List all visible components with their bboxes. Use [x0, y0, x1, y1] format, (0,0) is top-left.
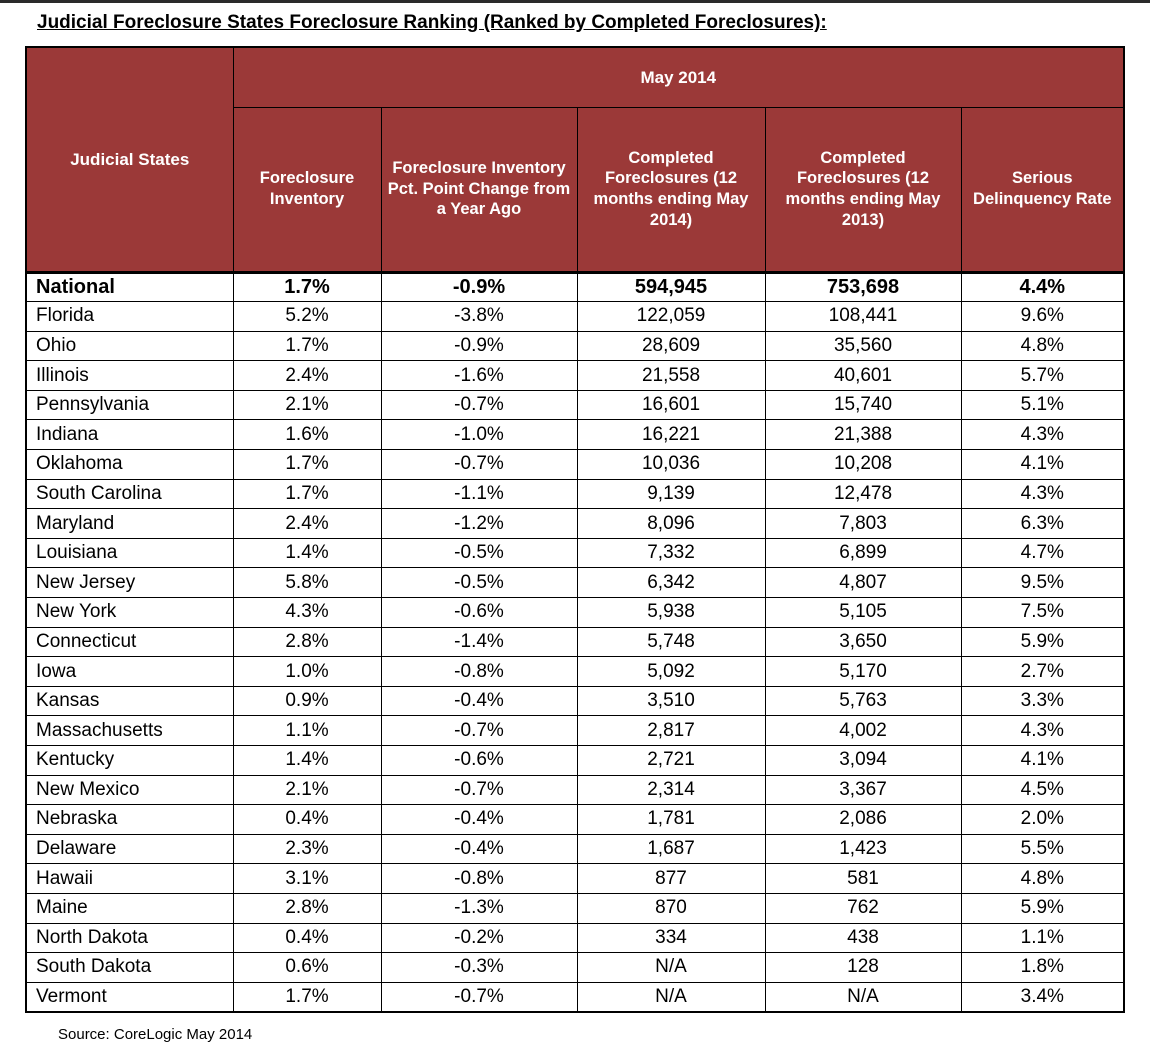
value-cell: 10,036 [577, 450, 765, 480]
state-name-cell: Maryland [26, 509, 233, 539]
value-cell: 1.4% [233, 538, 381, 568]
value-cell: N/A [765, 982, 961, 1012]
value-cell: 108,441 [765, 302, 961, 332]
state-name-cell: Massachusetts [26, 716, 233, 746]
value-cell: 6.3% [961, 509, 1124, 539]
value-cell: 1.1% [961, 923, 1124, 953]
source-note: Source: CoreLogic May 2014 [58, 1026, 253, 1043]
table-row [26, 509, 1124, 539]
value-cell: 2.7% [961, 657, 1124, 687]
value-cell: 40,601 [765, 361, 961, 391]
value-cell: 2.1% [233, 775, 381, 805]
state-name-cell: New Mexico [26, 775, 233, 805]
table-row [26, 420, 1124, 450]
table-row [26, 627, 1124, 657]
value-cell: -0.7% [381, 390, 577, 420]
value-cell: 35,560 [765, 331, 961, 361]
value-cell: 5,938 [577, 598, 765, 628]
table-row [26, 834, 1124, 864]
value-cell: 2.0% [961, 805, 1124, 835]
state-name-cell: New Jersey [26, 568, 233, 598]
value-cell: 0.6% [233, 953, 381, 983]
value-cell: 5.9% [961, 893, 1124, 923]
table-row [26, 716, 1124, 746]
column-header-foreclosure-inventory: Foreclosure Inventory [233, 107, 381, 272]
value-cell: -1.3% [381, 893, 577, 923]
value-cell: 2,314 [577, 775, 765, 805]
value-cell: 5,748 [577, 627, 765, 657]
value-cell: 0.4% [233, 923, 381, 953]
state-name-cell: South Dakota [26, 953, 233, 983]
value-cell: 581 [765, 864, 961, 894]
value-cell: 2.8% [233, 893, 381, 923]
value-cell: 877 [577, 864, 765, 894]
value-cell: 1.7% [233, 450, 381, 480]
table-row [26, 568, 1124, 598]
value-cell: 1.8% [961, 953, 1124, 983]
value-cell: -0.8% [381, 657, 577, 687]
value-cell: 1.7% [233, 479, 381, 509]
value-cell: 2.8% [233, 627, 381, 657]
value-cell: 0.4% [233, 805, 381, 835]
state-name-cell: Nebraska [26, 805, 233, 835]
value-cell: 5.9% [961, 627, 1124, 657]
column-header-inventory-pct-point-change: Foreclosure Inventory Pct. Point Change from a Year Ago [381, 107, 577, 272]
value-cell: -0.9% [381, 331, 577, 361]
page-title: Judicial Foreclosure States Foreclosure Ranking (Ranked by Completed Foreclosures): [37, 12, 827, 33]
value-cell: 5.7% [961, 361, 1124, 391]
value-cell: 7.5% [961, 598, 1124, 628]
table-row [26, 864, 1124, 894]
value-cell: 4,807 [765, 568, 961, 598]
value-cell: -1.4% [381, 627, 577, 657]
value-cell: 5.1% [961, 390, 1124, 420]
table-row [26, 302, 1124, 332]
value-cell: -0.5% [381, 538, 577, 568]
column-header-completed-foreclosures-2013: Completed Foreclosures (12 months ending May 2013) [765, 107, 961, 272]
state-name-cell: South Carolina [26, 479, 233, 509]
value-cell: -1.2% [381, 509, 577, 539]
table-row [26, 805, 1124, 835]
value-cell: 594,945 [577, 272, 765, 302]
value-cell: 1.4% [233, 746, 381, 776]
state-name-cell: Pennsylvania [26, 390, 233, 420]
value-cell: 5,170 [765, 657, 961, 687]
value-cell: 4.3% [961, 479, 1124, 509]
value-cell: 1,687 [577, 834, 765, 864]
state-name-cell: National [26, 272, 233, 302]
value-cell: 4.4% [961, 272, 1124, 302]
table-row [26, 450, 1124, 480]
value-cell: -0.8% [381, 864, 577, 894]
value-cell: 16,221 [577, 420, 765, 450]
state-name-cell: Connecticut [26, 627, 233, 657]
table-row [26, 657, 1124, 687]
value-cell: 1.6% [233, 420, 381, 450]
top-border-line [0, 0, 1150, 3]
value-cell: 15,740 [765, 390, 961, 420]
value-cell: 3,094 [765, 746, 961, 776]
value-cell: 1.7% [233, 272, 381, 302]
value-cell: 5.5% [961, 834, 1124, 864]
value-cell: 10,208 [765, 450, 961, 480]
value-cell: 122,059 [577, 302, 765, 332]
table-row [26, 893, 1124, 923]
table-body [26, 272, 1124, 1012]
value-cell: -0.4% [381, 686, 577, 716]
value-cell: 6,899 [765, 538, 961, 568]
value-cell: 2,817 [577, 716, 765, 746]
value-cell: N/A [577, 953, 765, 983]
table-row [26, 923, 1124, 953]
state-name-cell: Hawaii [26, 864, 233, 894]
state-name-cell: Vermont [26, 982, 233, 1012]
column-header-serious-delinquency-rate: Serious Delinquency Rate [961, 107, 1124, 272]
value-cell: 5,092 [577, 657, 765, 687]
table-row [26, 746, 1124, 776]
state-name-cell: Maine [26, 893, 233, 923]
table-row [26, 331, 1124, 361]
value-cell: -3.8% [381, 302, 577, 332]
value-cell: 753,698 [765, 272, 961, 302]
value-cell: -0.9% [381, 272, 577, 302]
value-cell: -0.4% [381, 805, 577, 835]
state-name-cell: Indiana [26, 420, 233, 450]
value-cell: 1,781 [577, 805, 765, 835]
table-row [26, 953, 1124, 983]
value-cell: 6,342 [577, 568, 765, 598]
value-cell: 28,609 [577, 331, 765, 361]
value-cell: 16,601 [577, 390, 765, 420]
value-cell: -0.5% [381, 568, 577, 598]
value-cell: -1.6% [381, 361, 577, 391]
value-cell: 21,388 [765, 420, 961, 450]
value-cell: 1,423 [765, 834, 961, 864]
value-cell: 2.4% [233, 509, 381, 539]
value-cell: -0.7% [381, 716, 577, 746]
state-name-cell: New York [26, 598, 233, 628]
value-cell: 1.7% [233, 982, 381, 1012]
state-name-cell: Delaware [26, 834, 233, 864]
value-cell: 9,139 [577, 479, 765, 509]
value-cell: -0.6% [381, 746, 577, 776]
value-cell: 334 [577, 923, 765, 953]
value-cell: 3,650 [765, 627, 961, 657]
table-header [26, 47, 1124, 272]
table-row [26, 598, 1124, 628]
value-cell: 8,096 [577, 509, 765, 539]
value-cell: 9.5% [961, 568, 1124, 598]
value-cell: 21,558 [577, 361, 765, 391]
value-cell: 5.2% [233, 302, 381, 332]
value-cell: 5.8% [233, 568, 381, 598]
state-name-cell: Louisiana [26, 538, 233, 568]
table-row [26, 686, 1124, 716]
span-header-may-2014: May 2014 [233, 47, 1124, 107]
state-name-cell: Illinois [26, 361, 233, 391]
value-cell: -0.6% [381, 598, 577, 628]
value-cell: 4.3% [233, 598, 381, 628]
value-cell: 3,367 [765, 775, 961, 805]
state-name-cell: North Dakota [26, 923, 233, 953]
value-cell: 4,002 [765, 716, 961, 746]
value-cell: 2.1% [233, 390, 381, 420]
table-row [26, 982, 1124, 1012]
state-name-cell: Oklahoma [26, 450, 233, 480]
state-name-cell: Kansas [26, 686, 233, 716]
value-cell: 5,763 [765, 686, 961, 716]
value-cell: 3,510 [577, 686, 765, 716]
value-cell: 4.1% [961, 746, 1124, 776]
value-cell: 4.3% [961, 716, 1124, 746]
value-cell: -0.4% [381, 834, 577, 864]
value-cell: 128 [765, 953, 961, 983]
value-cell: 9.6% [961, 302, 1124, 332]
value-cell: 2.3% [233, 834, 381, 864]
value-cell: 4.1% [961, 450, 1124, 480]
value-cell: -0.2% [381, 923, 577, 953]
value-cell: 4.8% [961, 864, 1124, 894]
value-cell: -0.3% [381, 953, 577, 983]
table-row [26, 361, 1124, 391]
foreclosure-ranking-table [25, 46, 1125, 1013]
value-cell: 12,478 [765, 479, 961, 509]
table-row [26, 479, 1124, 509]
value-cell: N/A [577, 982, 765, 1012]
value-cell: 4.7% [961, 538, 1124, 568]
state-name-cell: Kentucky [26, 746, 233, 776]
value-cell: -0.7% [381, 450, 577, 480]
column-header-completed-foreclosures-2014: Completed Foreclosures (12 months ending May 2014) [577, 107, 765, 272]
state-name-cell: Ohio [26, 331, 233, 361]
table-row [26, 390, 1124, 420]
table-row [26, 272, 1124, 302]
value-cell: -0.7% [381, 982, 577, 1012]
value-cell: 5,105 [765, 598, 961, 628]
value-cell: 4.3% [961, 420, 1124, 450]
value-cell: 1.0% [233, 657, 381, 687]
value-cell: 870 [577, 893, 765, 923]
value-cell: 7,803 [765, 509, 961, 539]
value-cell: 1.7% [233, 331, 381, 361]
value-cell: 4.8% [961, 331, 1124, 361]
state-name-cell: Florida [26, 302, 233, 332]
value-cell: -0.7% [381, 775, 577, 805]
value-cell: -1.1% [381, 479, 577, 509]
value-cell: 4.5% [961, 775, 1124, 805]
state-name-cell: Iowa [26, 657, 233, 687]
table-row [26, 538, 1124, 568]
value-cell: 0.9% [233, 686, 381, 716]
value-cell: 2,721 [577, 746, 765, 776]
value-cell: 7,332 [577, 538, 765, 568]
value-cell: 2.4% [233, 361, 381, 391]
column-header-judicial-states: Judicial States [26, 47, 233, 272]
value-cell: 1.1% [233, 716, 381, 746]
table-row [26, 775, 1124, 805]
value-cell: 762 [765, 893, 961, 923]
value-cell: 3.3% [961, 686, 1124, 716]
value-cell: 2,086 [765, 805, 961, 835]
value-cell: 438 [765, 923, 961, 953]
value-cell: 3.1% [233, 864, 381, 894]
value-cell: -1.0% [381, 420, 577, 450]
value-cell: 3.4% [961, 982, 1124, 1012]
